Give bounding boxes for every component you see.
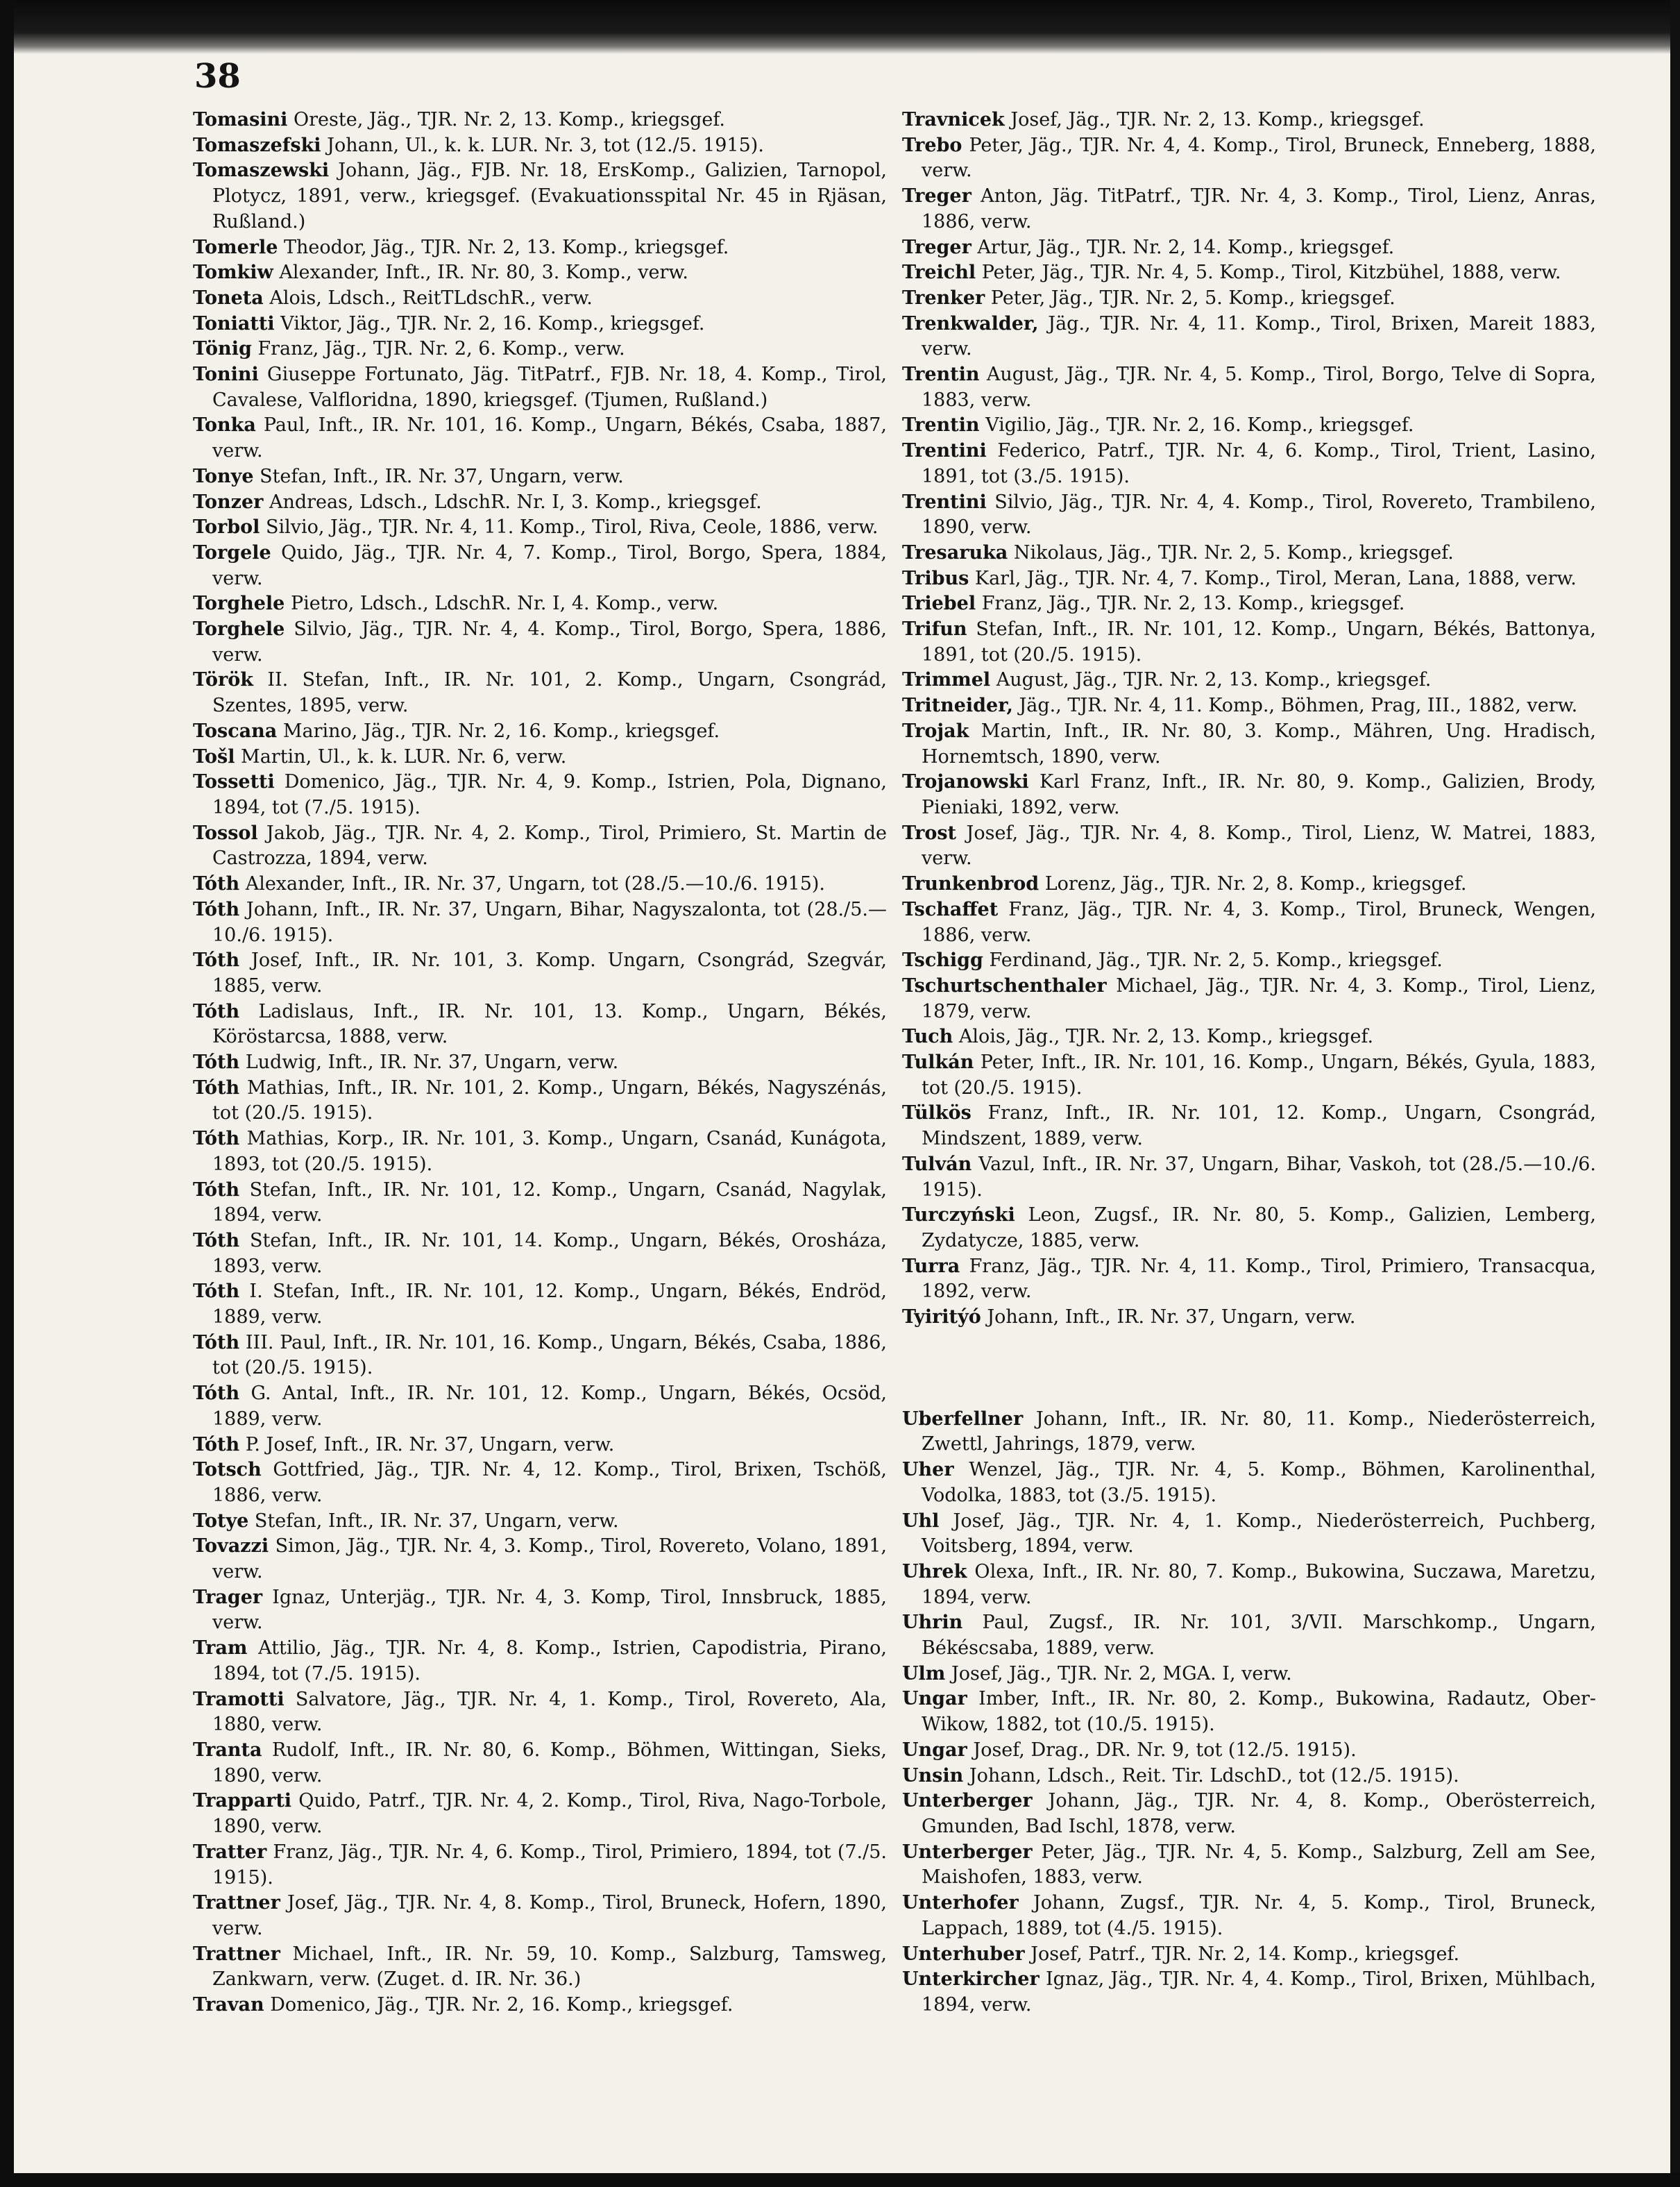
- entry-surname: Toscana: [193, 720, 278, 742]
- entry-details: Ignaz, Jäg., TJR. Nr. 4, 4. Komp., Tirol, Brixen, Mühlbach, 1894, verw.: [922, 1968, 1596, 2016]
- list-item: [902, 286, 1596, 312]
- list-item: [193, 133, 887, 159]
- entry-surname: Tóth: [193, 1128, 240, 1150]
- entry-surname: Uberfellner: [902, 1408, 1024, 1430]
- entry-details: Stefan, Inft., IR. Nr. 101, 12. Komp., Ungarn, Békés, Battonya, 1891, tot (20./5. 1915).: [922, 618, 1596, 666]
- entry-surname: Tonini: [193, 364, 259, 386]
- entry-details: Vigilio, Jäg., TJR. Nr. 2, 16. Komp., kriegsgef.: [979, 414, 1414, 437]
- entry-details: Quido, Patrf., TJR. Nr. 4, 2. Komp., Tirol, Riva, Nago-Torbole, 1890, verw.: [212, 1790, 887, 1838]
- scan-border-right: [1670, 0, 1680, 2187]
- entry-surname: Travan: [193, 1994, 264, 2016]
- entry-details: Johann, Inft., IR. Nr. 80, 11. Komp., Niederösterreich, Zwettl, Jahrings, 1879, verw.: [922, 1408, 1596, 1455]
- entry-surname: Tonzer: [193, 491, 264, 513]
- list-item: [193, 999, 887, 1050]
- entry-details: Michael, Inft., IR. Nr. 59, 10. Komp., Salzburg, Tamsweg, Zankwarn, verw. (Zuget. d. IR. Nr. 36.): [212, 1943, 887, 1991]
- entry-surname: Torghele: [193, 618, 285, 641]
- entry-surname: Trattner: [193, 1892, 280, 1914]
- entry-details: Theodor, Jäg., TJR. Nr. 2, 13. Komp., kriegsgef.: [278, 236, 729, 258]
- entry-details: August, Jäg., TJR. Nr. 2, 13. Komp., kriegsgef.: [990, 669, 1432, 691]
- entry-surname: Tomerle: [193, 236, 278, 258]
- list-item: [902, 490, 1596, 541]
- list-item: [193, 1585, 887, 1636]
- entry-surname: Unterberger: [902, 1841, 1033, 1863]
- entry-surname: Tovazzi: [193, 1535, 269, 1557]
- entry-surname: Uhrin: [902, 1612, 963, 1634]
- right-column-u-entries: [902, 1407, 1596, 2018]
- entry-details: Stefan, Inft., IR. Nr. 37, Ungarn, verw.: [253, 465, 624, 487]
- entry-details: Johann, Zugsf., TJR. Nr. 4, 5. Komp., Tirol, Bruneck, Lappach, 1889, tot (4./5. 1915).: [922, 1892, 1596, 1939]
- list-item: [193, 1534, 887, 1585]
- scan-border-left: [0, 0, 14, 2187]
- entry-surname: Unterhofer: [902, 1892, 1019, 1914]
- entry-details: Alois, Jäg., TJR. Nr. 2, 13. Komp., kriegsgef.: [953, 1026, 1374, 1048]
- entry-surname: Trentini: [902, 440, 987, 462]
- entry-details: Jäg., TJR. Nr. 4, 11. Komp., Tirol, Brixen, Mareit 1883, verw.: [922, 312, 1596, 360]
- page-number: 38: [194, 57, 241, 96]
- entry-surname: Tramotti: [193, 1688, 285, 1710]
- list-item: [193, 1126, 887, 1177]
- entry-surname: Tulván: [902, 1153, 972, 1175]
- entry-details: Josef, Inft., IR. Nr. 101, 3. Komp. Ungarn, Csongrád, Szegvár, 1885, verw.: [212, 949, 887, 997]
- entry-details: Mathias, Inft., IR. Nr. 101, 2. Komp., Ungarn, Békés, Nagyszénás, tot (20./5. 1915).: [212, 1076, 887, 1124]
- list-item: [193, 719, 887, 745]
- list-item: [193, 464, 887, 490]
- entry-details: Gottfried, Jäg., TJR. Nr. 4, 12. Komp., Tirol, Brixen, Tschöß, 1886, verw.: [212, 1459, 887, 1506]
- entry-details: Quido, Jäg., TJR. Nr. 4, 7. Komp., Tirol, Borgo, Spera, 1884, verw.: [212, 541, 887, 589]
- list-item: [902, 770, 1596, 820]
- entry-surname: Trentin: [902, 364, 980, 386]
- list-item: [902, 1101, 1596, 1151]
- entry-surname: Tóth: [193, 1331, 240, 1353]
- list-item: [193, 1942, 887, 1993]
- entry-details: II. Stefan, Inft., IR. Nr. 101, 2. Komp., Ungarn, Csongrád, Szentes, 1895, verw.: [212, 669, 887, 717]
- entry-surname: Tóth: [193, 1281, 240, 1303]
- entry-details: Pietro, Ldsch., LdschR. Nr. I, 4. Komp., verw.: [285, 593, 719, 615]
- entry-surname: Tschaffet: [902, 898, 999, 920]
- entry-details: Lorenz, Jäg., TJR. Nr. 2, 8. Komp., kriegsgef.: [1039, 873, 1467, 895]
- list-item: [193, 235, 887, 261]
- list-item: [193, 1331, 887, 1381]
- entry-details: Peter, Jäg., TJR. Nr. 4, 5. Komp., Salzburg, Zell am See, Maishofen, 1883, verw.: [922, 1841, 1596, 1889]
- entry-surname: Trager: [193, 1586, 263, 1608]
- entry-surname: Tošl: [193, 745, 235, 768]
- list-item: [193, 591, 887, 617]
- entry-surname: Tyiritýó: [902, 1306, 981, 1328]
- list-item: [193, 362, 887, 413]
- entry-surname: Toniatti: [193, 312, 275, 335]
- entry-surname: Tomasini: [193, 109, 288, 130]
- list-item: [193, 1433, 887, 1458]
- entry-surname: Turra: [902, 1255, 960, 1277]
- entry-surname: Tülkös: [902, 1102, 971, 1124]
- entry-details: Anton, Jäg. TitPatrf., TJR. Nr. 4, 3. Komp., Tirol, Lienz, Anras, 1886, verw.: [922, 185, 1596, 233]
- entry-details: Ludwig, Inft., IR. Nr. 37, Ungarn, verw.: [239, 1052, 619, 1074]
- entry-details: Ladislaus, Inft., IR. Nr. 101, 13. Komp., Ungarn, Békés, Köröstarcsa, 1888, verw.: [212, 1000, 887, 1048]
- list-item: [902, 312, 1596, 362]
- entry-details: Stefan, Inft., IR. Nr. 37, Ungarn, verw.: [248, 1510, 619, 1532]
- entry-details: Andreas, Ldsch., LdschR. Nr. I, 3. Komp., kriegsgef.: [263, 491, 762, 513]
- entry-surname: Tóth: [193, 1076, 240, 1099]
- entry-surname: Tuch: [902, 1026, 953, 1048]
- entry-details: Johann, Inft., IR. Nr. 37, Ungarn, verw.: [981, 1306, 1356, 1328]
- entry-details: Karl, Jäg., TJR. Nr. 4, 7. Komp., Tirol, Meran, Lana, 1888, verw.: [969, 567, 1577, 589]
- list-item: [193, 490, 887, 516]
- entry-details: Domenico, Jäg., TJR. Nr. 2, 16. Komp., kriegsgef.: [264, 1994, 733, 2016]
- entry-surname: Trenker: [902, 287, 985, 309]
- entry-details: Karl Franz, Inft., IR. Nr. 80, 9. Komp., Galizien, Brody, Pieniaki, 1892, verw.: [922, 771, 1596, 818]
- entry-details: Paul, Zugsf., IR. Nr. 101, 3/VII. Marschkomp., Ungarn, Békéscsaba, 1889, verw.: [922, 1612, 1596, 1660]
- list-item: [902, 1254, 1596, 1305]
- list-item: [902, 1050, 1596, 1101]
- entry-surname: Unterberger: [902, 1790, 1033, 1812]
- list-item: [902, 1942, 1596, 1968]
- list-item: [902, 260, 1596, 286]
- entry-details: Viktor, Jäg., TJR. Nr. 2, 16. Komp., kriegsgef.: [274, 312, 705, 335]
- entry-details: Simon, Jäg., TJR. Nr. 4, 3. Komp., Tirol, Rovereto, Volano, 1891, verw.: [212, 1535, 887, 1583]
- list-item: [193, 872, 887, 897]
- list-item: [193, 1509, 887, 1535]
- entry-details: Alexander, Inft., IR. Nr. 37, Ungarn, tot (28./5.—10./6. 1915).: [239, 873, 826, 895]
- entry-details: Rudolf, Inft., IR. Nr. 80, 6. Komp., Böhmen, Wittingan, Sieks, 1890, verw.: [212, 1739, 887, 1787]
- entry-details: Franz, Jäg., TJR. Nr. 4, 3. Komp., Tirol, Bruneck, Wengen, 1886, verw.: [922, 898, 1596, 946]
- list-item: [902, 1509, 1596, 1560]
- list-item: [902, 1560, 1596, 1610]
- entry-surname: Uhl: [902, 1510, 940, 1532]
- entry-details: Johann, Ldsch., Reit. Tir. LdschD., tot (12./5. 1915).: [963, 1764, 1459, 1787]
- left-column: [193, 108, 887, 2018]
- list-item: [902, 974, 1596, 1024]
- entry-details: Marino, Jäg., TJR. Nr. 2, 16. Komp., kriegsgef.: [277, 720, 720, 742]
- entry-details: Martin, Inft., IR. Nr. 80, 3. Komp., Mähren, Ung. Hradisch, Hornemtsch, 1890, verw.: [922, 720, 1596, 768]
- entry-surname: Tonka: [193, 414, 256, 437]
- entry-details: Artur, Jäg., TJR. Nr. 2, 14. Komp., kriegsgef.: [971, 236, 1395, 258]
- entry-surname: Uher: [902, 1459, 954, 1481]
- list-item: [193, 948, 887, 999]
- entry-surname: Uhrek: [902, 1560, 967, 1582]
- entry-surname: Trentin: [902, 414, 980, 437]
- entry-details: Josef, Jäg., TJR. Nr. 4, 8. Komp., Tirol, Lienz, W. Matrei, 1883, verw.: [922, 822, 1596, 870]
- entry-details: August, Jäg., TJR. Nr. 4, 5. Komp., Tirol, Borgo, Telve di Sopra, 1883, verw.: [922, 364, 1596, 411]
- list-item: [902, 566, 1596, 592]
- list-item: [193, 1458, 887, 1508]
- list-item: [902, 1967, 1596, 2018]
- entry-details: Silvio, Jäg., TJR. Nr. 4, 4. Komp., Tirol, Borgo, Spera, 1886, verw.: [212, 618, 887, 666]
- list-item: [193, 1993, 887, 2018]
- entry-details: Peter, Jäg., TJR. Nr. 4, 5. Komp., Tirol, Kitzbühel, 1888, verw.: [976, 262, 1561, 284]
- list-item: [902, 1738, 1596, 1764]
- list-item: [193, 770, 887, 820]
- entry-details: Jäg., TJR. Nr. 4, 11. Komp., Böhmen, Prag, III., 1882, verw.: [1012, 695, 1578, 717]
- list-item: [193, 1891, 887, 1941]
- entry-details: Johann, Jäg., TJR. Nr. 4, 8. Komp., Oberösterreich, Gmunden, Bad Ischl, 1878, verw.: [922, 1790, 1596, 1837]
- list-item: [193, 1228, 887, 1279]
- list-item: [902, 541, 1596, 566]
- scan-border-bottom: [0, 2173, 1680, 2187]
- list-item: [193, 897, 887, 948]
- list-item: [902, 1687, 1596, 1737]
- entry-details: Franz, Jäg., TJR. Nr. 4, 11. Komp., Tirol, Primiero, Transacqua, 1892, verw.: [922, 1255, 1596, 1303]
- right-column-t-entries: [902, 108, 1596, 1331]
- entry-surname: Unsin: [902, 1764, 964, 1787]
- entry-surname: Tulkán: [902, 1052, 974, 1074]
- list-item: [902, 184, 1596, 235]
- entry-surname: Totsch: [193, 1459, 262, 1481]
- list-item: [193, 515, 887, 541]
- list-item: [193, 617, 887, 668]
- entry-details: P. Josef, Inft., IR. Nr. 37, Ungarn, verw.: [239, 1433, 615, 1455]
- list-item: [902, 948, 1596, 974]
- entry-details: Josef, Jäg., TJR. Nr. 4, 1. Komp., Niederösterreich, Puchberg, Voitsberg, 1894, verw.: [922, 1510, 1596, 1557]
- entry-surname: Turczyński: [902, 1204, 1015, 1226]
- list-item: [902, 617, 1596, 668]
- list-item: [193, 108, 887, 133]
- entry-surname: Tonye: [193, 465, 254, 487]
- entry-surname: Tóth: [193, 949, 240, 972]
- entry-surname: Tratter: [193, 1841, 267, 1863]
- list-item: [193, 1381, 887, 1432]
- entry-details: Franz, Inft., IR. Nr. 101, 12. Komp., Ungarn, Csongrád, Mindszent, 1889, verw.: [922, 1102, 1596, 1150]
- list-item: [193, 668, 887, 718]
- list-item: [193, 158, 887, 235]
- entry-details: Josef, Patrf., TJR. Nr. 2, 14. Komp., kriegsgef.: [1024, 1943, 1460, 1965]
- list-item: [193, 1840, 887, 1891]
- entry-details: I. Stefan, Inft., IR. Nr. 101, 12. Komp., Ungarn, Békés, Endröd, 1889, verw.: [212, 1281, 887, 1328]
- list-item: [902, 1024, 1596, 1050]
- list-item: [193, 1076, 887, 1126]
- entry-surname: Toneta: [193, 287, 264, 309]
- list-item: [902, 1407, 1596, 1458]
- entry-surname: Tribus: [902, 567, 969, 589]
- list-item: [193, 1789, 887, 1839]
- entry-surname: Trebo: [902, 134, 962, 156]
- entry-surname: Totye: [193, 1510, 249, 1532]
- entry-surname: Tóth: [193, 1000, 240, 1022]
- list-item: [902, 1203, 1596, 1253]
- entry-surname: Trojak: [902, 720, 969, 742]
- entry-surname: Tranta: [193, 1739, 262, 1761]
- list-item: [902, 897, 1596, 948]
- entry-details: G. Antal, Inft., IR. Nr. 101, 12. Komp., Ungarn, Békés, Ocsöd, 1889, verw.: [212, 1383, 887, 1430]
- entry-surname: Torbol: [193, 516, 260, 539]
- entry-surname: Tomkiw: [193, 262, 273, 284]
- list-item: [193, 745, 887, 770]
- list-item: [902, 108, 1596, 133]
- list-item: [193, 286, 887, 312]
- list-item: [902, 1764, 1596, 1789]
- list-item: [902, 1458, 1596, 1508]
- entry-details: Federico, Patrf., TJR. Nr. 4, 6. Komp., Tirol, Trient, Lasino, 1891, tot (3./5. 1915).: [922, 440, 1596, 487]
- entry-surname: Tóth: [193, 1179, 240, 1201]
- list-item: [193, 1178, 887, 1228]
- entry-details: Alexander, Inft., IR. Nr. 80, 3. Komp., verw.: [273, 262, 688, 284]
- entry-details: Olexa, Inft., IR. Nr. 80, 7. Komp., Bukowina, Suczawa, Maretzu, 1894, verw.: [922, 1560, 1596, 1608]
- entry-details: Josef, Jäg., TJR. Nr. 4, 8. Komp., Tirol, Bruneck, Hofern, 1890, verw.: [212, 1892, 887, 1939]
- entry-details: Franz, Jäg., TJR. Nr. 4, 6. Komp., Tirol, Primiero, 1894, tot (7./5. 1915).: [212, 1841, 887, 1889]
- list-item: [902, 1789, 1596, 1839]
- list-item: [902, 719, 1596, 770]
- entry-details: Leon, Zugsf., IR. Nr. 80, 5. Komp., Galizien, Lemberg, Zydatycze, 1885, verw.: [922, 1204, 1596, 1251]
- list-item: [902, 1891, 1596, 1941]
- list-item: [193, 821, 887, 872]
- entry-details: Paul, Inft., IR. Nr. 101, 16. Komp., Ungarn, Békés, Csaba, 1887, verw.: [212, 414, 887, 462]
- list-item: [902, 413, 1596, 439]
- entry-details: Ferdinand, Jäg., TJR. Nr. 2, 5. Komp., kriegsgef.: [983, 949, 1443, 972]
- entry-details: III. Paul, Inft., IR. Nr. 101, 16. Komp., Ungarn, Békés, Csaba, 1886, tot (20./5. 1915).: [212, 1331, 887, 1379]
- entry-surname: Trunkenbrod: [902, 873, 1040, 895]
- entry-details: Martin, Ul., k. k. LUR. Nr. 6, verw.: [235, 745, 567, 768]
- list-item: [193, 1050, 887, 1076]
- entry-surname: Treger: [902, 185, 971, 208]
- entry-details: Domenico, Jäg., TJR. Nr. 4, 9. Komp., Istrien, Pola, Dignano, 1894, tot (7./5. 1915).: [212, 771, 887, 818]
- entry-surname: Trenkwalder,: [902, 312, 1039, 335]
- entry-details: Giuseppe Fortunato, Jäg. TitPatrf., FJB. Nr. 18, 4. Komp., Tirol, Cavalese, Valfloridna, 1890, kriegsgef. (Tjumen, Rußland.): [212, 364, 887, 411]
- list-item: [193, 413, 887, 464]
- entry-details: Peter, Jäg., TJR. Nr. 2, 5. Komp., kriegsgef.: [985, 287, 1395, 309]
- entry-surname: Tritneider,: [902, 695, 1013, 717]
- list-item: [193, 1687, 887, 1738]
- list-item: [902, 439, 1596, 489]
- entry-details: Silvio, Jäg., TJR. Nr. 4, 11. Komp., Tirol, Riva, Ceole, 1886, verw.: [260, 516, 879, 539]
- list-item: [193, 337, 887, 362]
- entry-details: Mathias, Korp., IR. Nr. 101, 3. Komp., Ungarn, Csanád, Kunágota, 1893, tot (20./5. 1915).: [212, 1128, 887, 1175]
- entry-surname: Torgele: [193, 541, 271, 564]
- list-item: [902, 1610, 1596, 1661]
- list-item: [902, 821, 1596, 872]
- entry-details: Johann, Jäg., FJB. Nr. 18, ErsKomp., Galizien, Tarnopol, Plotycz, 1891, verw., kriegsgef. (Evakuationsspital Nr. 45 in Rjäsan, Rußland.): [212, 160, 887, 233]
- entry-surname: Tóth: [193, 1383, 240, 1405]
- list-item: [902, 872, 1596, 897]
- entry-details: Johann, Ul., k. k. LUR. Nr. 3, tot (12./5. 1915).: [321, 134, 764, 156]
- entry-surname: Tóth: [193, 1433, 240, 1455]
- entry-details: Alois, Ldsch., ReitTLdschR., verw.: [263, 287, 593, 309]
- list-item: [902, 362, 1596, 413]
- entry-details: Silvio, Jäg., TJR. Nr. 4, 4. Komp., Tirol, Rovereto, Trambileno, 1890, verw.: [922, 491, 1596, 539]
- entry-surname: Trattner: [193, 1943, 280, 1965]
- entry-details: Ignaz, Unterjäg., TJR. Nr. 4, 3. Komp, Tirol, Innsbruck, 1885, verw.: [212, 1586, 887, 1634]
- list-item: [902, 693, 1596, 719]
- entry-surname: Trifun: [902, 618, 967, 641]
- entry-details: Stefan, Inft., IR. Nr. 101, 14. Komp., Ungarn, Békés, Orosháza, 1893, verw.: [212, 1229, 887, 1277]
- entry-details: Josef, Drag., DR. Nr. 9, tot (12./5. 1915).: [967, 1739, 1357, 1761]
- list-item: [902, 1152, 1596, 1203]
- entry-surname: Ungar: [902, 1739, 967, 1761]
- entry-details: Vazul, Inft., IR. Nr. 37, Ungarn, Bihar, Vaskoh, tot (28./5.—10./6. 1915).: [922, 1153, 1596, 1201]
- entry-surname: Tóth: [193, 1229, 240, 1251]
- entry-details: Imber, Inft., IR. Nr. 80, 2. Komp., Bukowina, Radautz, Ober-Wikow, 1882, tot (10./5. 1915).: [922, 1688, 1596, 1736]
- list-item: [902, 1840, 1596, 1891]
- entry-surname: Treichl: [902, 262, 976, 284]
- section-gap: [902, 1331, 1596, 1407]
- entry-details: Oreste, Jäg., TJR. Nr. 2, 13. Komp., kriegsgef.: [287, 109, 725, 130]
- entry-details: Wenzel, Jäg., TJR. Nr. 4, 5. Komp., Böhmen, Karolinenthal, Vodolka, 1883, tot (3./5. 1915).: [922, 1459, 1596, 1506]
- entry-surname: Tram: [193, 1637, 248, 1660]
- entry-surname: Tóth: [193, 1052, 240, 1074]
- entry-surname: Unterhuber: [902, 1943, 1025, 1965]
- entry-surname: Trost: [902, 822, 957, 844]
- entry-surname: Tomaszewski: [193, 160, 330, 182]
- entry-details: Franz, Jäg., TJR. Nr. 2, 6. Komp., verw.: [251, 338, 625, 360]
- list-item: [902, 1662, 1596, 1687]
- list-item: [193, 1636, 887, 1687]
- entry-surname: Triebel: [902, 593, 976, 615]
- entry-surname: Trapparti: [193, 1790, 292, 1812]
- entry-details: Peter, Inft., IR. Nr. 101, 16. Komp., Ungarn, Békés, Gyula, 1883, tot (20./5. 1915).: [922, 1052, 1596, 1099]
- entry-surname: Tossol: [193, 822, 258, 844]
- entry-surname: Trentini: [902, 491, 987, 513]
- list-item: [193, 1279, 887, 1330]
- entry-surname: Ulm: [902, 1662, 946, 1684]
- entry-surname: Tschurtschenthaler: [902, 974, 1107, 997]
- list-item: [902, 668, 1596, 693]
- entry-details: Stefan, Inft., IR. Nr. 101, 12. Komp., Ungarn, Csanád, Nagylak, 1894, verw.: [212, 1179, 887, 1226]
- entry-details: Michael, Jäg., TJR. Nr. 4, 3. Komp., Tirol, Lienz, 1879, verw.: [922, 974, 1596, 1022]
- entry-details: Attilio, Jäg., TJR. Nr. 4, 8. Komp., Istrien, Capodistria, Pirano, 1894, tot (7./5. 1915).: [212, 1637, 887, 1684]
- entry-surname: Tönig: [193, 338, 252, 360]
- entry-details: Josef, Jäg., TJR. Nr. 2, MGA. I, verw.: [945, 1662, 1292, 1684]
- entry-surname: Ungar: [902, 1688, 967, 1710]
- list-item: [902, 591, 1596, 617]
- entry-details: Franz, Jäg., TJR. Nr. 2, 13. Komp., kriegsgef.: [976, 593, 1405, 615]
- entry-surname: Tóth: [193, 873, 240, 895]
- entry-surname: Tomaszefski: [193, 134, 321, 156]
- entry-surname: Tresaruka: [902, 541, 1008, 564]
- entry-surname: Tschigg: [902, 949, 983, 972]
- entry-surname: Treger: [902, 236, 971, 258]
- entry-surname: Unterkircher: [902, 1968, 1040, 1991]
- list-item: [193, 312, 887, 337]
- list-item: [902, 133, 1596, 184]
- entry-surname: Tossetti: [193, 771, 275, 793]
- entry-details: Johann, Inft., IR. Nr. 37, Ungarn, Bihar, Nagyszalonta, tot (28./5.—10./6. 1915).: [212, 898, 887, 946]
- entry-details: Peter, Jäg., TJR. Nr. 4, 4. Komp., Tirol, Bruneck, Enneberg, 1888, verw.: [922, 134, 1596, 182]
- entry-surname: Török: [193, 669, 253, 691]
- scan-border-top: [0, 0, 1680, 54]
- entry-details: Josef, Jäg., TJR. Nr. 2, 13. Komp., kriegsgef.: [1004, 109, 1425, 130]
- entry-surname: Trojanowski: [902, 771, 1029, 793]
- entry-details: Jakob, Jäg., TJR. Nr. 4, 2. Komp., Tirol, Primiero, St. Martin de Castrozza, 1894, verw.: [212, 822, 887, 870]
- list-item: [193, 541, 887, 591]
- entry-surname: Trimmel: [902, 669, 991, 691]
- entry-details: Salvatore, Jäg., TJR. Nr. 4, 1. Komp., Tirol, Rovereto, Ala, 1880, verw.: [212, 1688, 887, 1736]
- list-item: [902, 1305, 1596, 1331]
- list-item: [902, 235, 1596, 261]
- right-column: [902, 108, 1596, 2018]
- entry-surname: Travnicek: [902, 109, 1005, 130]
- entry-details: Nikolaus, Jäg., TJR. Nr. 2, 5. Komp., kriegsgef.: [1008, 541, 1454, 564]
- list-item: [193, 1738, 887, 1789]
- entry-surname: Tóth: [193, 898, 240, 920]
- list-item: [193, 260, 887, 286]
- entry-surname: Torghele: [193, 593, 285, 615]
